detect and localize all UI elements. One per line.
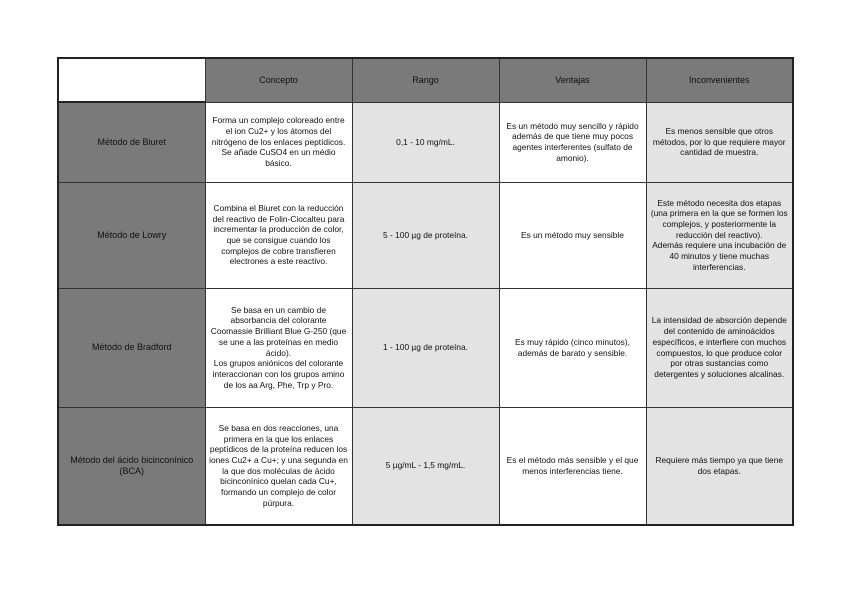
inconvenientes-cell: Requiere más tiempo ya que tiene dos etapas. — [646, 407, 793, 525]
inconvenientes-cell: Es menos sensible que otros métodos, por lo que requiere mayor cantidad de muestra. — [646, 102, 793, 182]
ventajas-cell: Es el método más sensible y el que menos interferencias tiene. — [499, 407, 646, 525]
inconvenientes-cell: La intensidad de absorción depende del contenido de aminoácidos específicos, e interfiere con muchos compuestos, lo que produce color por otras sustancias como detergentes y soluciones alcalinas. — [646, 288, 793, 407]
header-row — [58, 58, 793, 102]
method-name: Método de Bradford — [58, 288, 205, 407]
concepto-cell: Se basa en un cambio de absorbancia del colorante Coomassie Brilliant Blue G-250 (que se une a las proteínas en medio ácido). Los grupos aniónicos del colorante interaccionan con los grupos amino de los aa Arg, Phe, Trp y Pro. — [205, 288, 352, 407]
rango-cell: 5 - 100 µg de proteína. — [352, 182, 499, 288]
ventajas-cell: Es un método muy sencillo y rápido además de que tiene muy pocos agentes interferentes (sulfato de amonio). — [499, 102, 646, 182]
table-row — [58, 182, 793, 288]
table-row — [58, 407, 793, 525]
header-corner — [58, 58, 205, 102]
table-row — [58, 288, 793, 407]
ventajas-cell: Es un método muy sensible — [499, 182, 646, 288]
methods-table — [57, 57, 794, 526]
concepto-cell: Combina el Biuret con la reducción del reactivo de Folin-Ciocalteu para incrementar la producción de color, que se consigue cuando los complejos de cobre transfieren electrones a este reactivo. — [205, 182, 352, 288]
header-rango: Rango — [352, 58, 499, 102]
rango-cell: 1 - 100 µg de proteína. — [352, 288, 499, 407]
method-name: Método de Biuret — [58, 102, 205, 182]
method-name: Método de Lowry — [58, 182, 205, 288]
rango-cell: 5 µg/mL - 1,5 mg/mL. — [352, 407, 499, 525]
method-name: Método del ácido bicinconínico (BCA) — [58, 407, 205, 525]
header-concepto: Concepto — [205, 58, 352, 102]
header-ventajas: Ventajas — [499, 58, 646, 102]
concepto-cell: Se basa en dos reacciones, una primera en la que los enlaces peptídicos de la proteína reducen los iones Cu2+ a Cu+; y una segunda en la que dos moléculas de ácido bicinconínico quelan cada Cu+, formando un complejo de color púrpura. — [205, 407, 352, 525]
table-row — [58, 102, 793, 182]
inconvenientes-cell: Este método necesita dos etapas (una primera en la que se formen los complejos, y posteriormente la reducción del reactivo). Además requiere una incubación de 40 minutos y tiene muchas interferencias. — [646, 182, 793, 288]
concepto-cell: Forma un complejo coloreado entre el ion Cu2+ y los átomos del nitrógeno de los enlaces peptídicos. Se añade CuSO4 en un médio básico. — [205, 102, 352, 182]
header-inconvenientes: Inconvenientes — [646, 58, 793, 102]
rango-cell: 0,1 - 10 mg/mL. — [352, 102, 499, 182]
ventajas-cell: Es muy rápido (cinco minutos), además de barato y sensible. — [499, 288, 646, 407]
